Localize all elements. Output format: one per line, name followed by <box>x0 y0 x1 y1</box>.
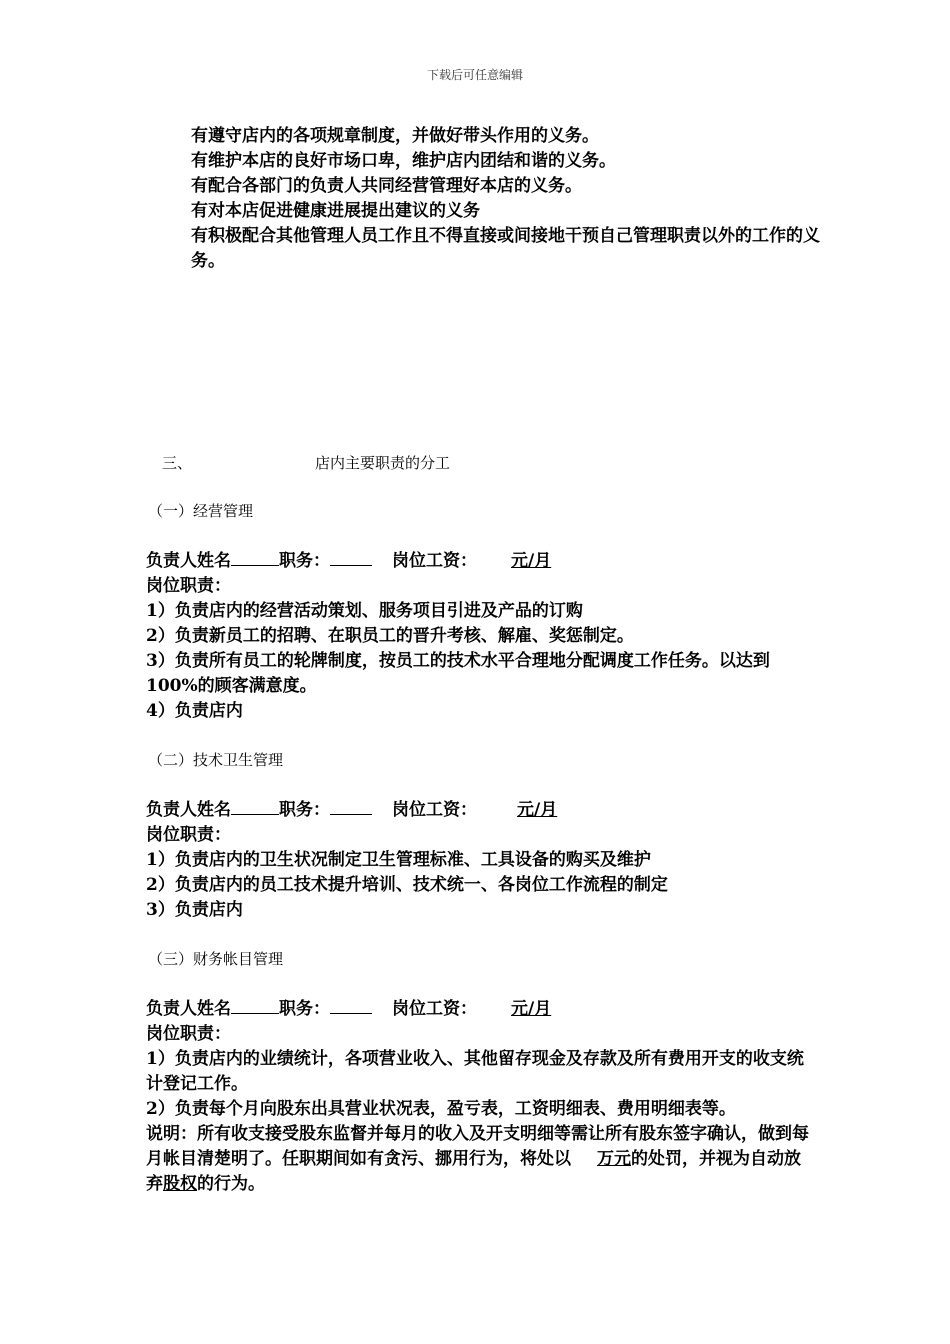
name-blank[interactable] <box>231 995 279 1014</box>
position-blank[interactable] <box>330 547 372 566</box>
salary-unit: 元/月 <box>511 999 552 1019</box>
obligation-item: 有积极配合其他管理人员工作且不得直接或间接地干预自己管理职责以外的工作的义务。 <box>191 226 820 271</box>
salary-unit: 元/月 <box>517 800 558 820</box>
name-blank[interactable] <box>231 547 279 566</box>
duties-label: 岗位职责： <box>146 576 231 596</box>
responsible-row <box>146 547 811 574</box>
obligation-item: 有配合各部门的负责人共同经营管理好本店的义务。 <box>191 176 582 196</box>
subsection-body <box>146 995 811 1197</box>
subsection-title: （三）财务帐目管理 <box>148 950 284 968</box>
duty-item: 1）负责店内的经营活动策划、服务项目引进及产品的订购 <box>146 601 583 621</box>
subsection-title: （二）技术卫生管理 <box>148 751 284 769</box>
name-blank[interactable] <box>231 796 279 815</box>
note-paragraph <box>146 1122 811 1197</box>
salary-unit: 元/月 <box>511 551 552 571</box>
responsible-row <box>146 995 811 1022</box>
name-label: 负责人姓名 <box>146 800 231 820</box>
name-label: 负责人姓名 <box>146 999 231 1019</box>
duty-item: 2）负责新员工的招聘、在职员工的晋升考核、解雇、奖惩制定。 <box>146 626 634 646</box>
duty-item: 3）负责所有员工的轮牌制度，按员工的技术水平合理地分配调度工作任务。以达到100%的顾客满意度。 <box>146 651 770 696</box>
position-label: 职务： <box>279 551 330 571</box>
obligation-item: 有对本店促进健康进展提出建议的义务 <box>191 201 480 221</box>
duty-item: 4）负责店内 <box>146 701 243 721</box>
salary-field[interactable] <box>477 551 551 571</box>
note-prefix: 说明：所有收支接受股东监督并每月的收入及开支明细等需让所有股东签字确认，做到每月帐目清楚明了。任职期间如有贪污、挪用行为，将处以 <box>146 1124 809 1169</box>
position-label: 职务： <box>279 999 330 1019</box>
note-mid: 的处罚，并视为自动放弃 <box>146 1149 801 1194</box>
position-blank[interactable] <box>330 796 372 815</box>
subsection-body <box>146 547 811 724</box>
note-suffix: 的行为。 <box>197 1174 265 1194</box>
salary-label: 岗位工资： <box>392 999 477 1019</box>
duty-item: 2）负责店内的员工技术提升培训、技术统一、各岗位工作流程的制定 <box>146 875 668 895</box>
duty-item: 2）负责每个月向股东出具营业状况表，盈亏表，工资明细表、费用明细表等。 <box>146 1099 736 1119</box>
salary-label: 岗位工资： <box>392 800 477 820</box>
section-number: 三、 <box>162 454 193 472</box>
obligation-item: 有维护本店的良好市场口卑，维护店内团结和谐的义务。 <box>191 151 616 171</box>
obligation-item: 有遵守店内的各项规章制度，并做好带头作用的义务。 <box>191 126 599 146</box>
equity-link[interactable]: 股权 <box>163 1174 197 1194</box>
subsection-body <box>146 796 811 923</box>
subsection-title: （一）经营管理 <box>148 502 254 520</box>
salary-label: 岗位工资： <box>392 551 477 571</box>
position-blank[interactable] <box>330 995 372 1014</box>
position-label: 职务： <box>279 800 330 820</box>
duty-item: 1）负责店内的业绩统计，各项营业收入、其他留存现金及存款及所有费用开支的收支统计登记工作。 <box>146 1049 804 1094</box>
obligations-list <box>191 124 821 274</box>
penalty-amount-field[interactable] <box>571 1149 631 1169</box>
salary-field[interactable] <box>477 800 557 820</box>
name-label: 负责人姓名 <box>146 551 231 571</box>
duties-label: 岗位职责： <box>146 825 231 845</box>
section-title: 店内主要职责的分工 <box>315 454 451 472</box>
duty-item: 1）负责店内的卫生状况制定卫生管理标准、工具设备的购买及维护 <box>146 850 651 870</box>
duty-item: 3）负责店内 <box>146 900 243 920</box>
salary-field[interactable] <box>477 999 551 1019</box>
responsible-row <box>146 796 811 823</box>
page-header: 下载后可任意编辑 <box>426 68 523 82</box>
duties-label: 岗位职责： <box>146 1024 231 1044</box>
penalty-unit: 万元 <box>597 1149 631 1169</box>
